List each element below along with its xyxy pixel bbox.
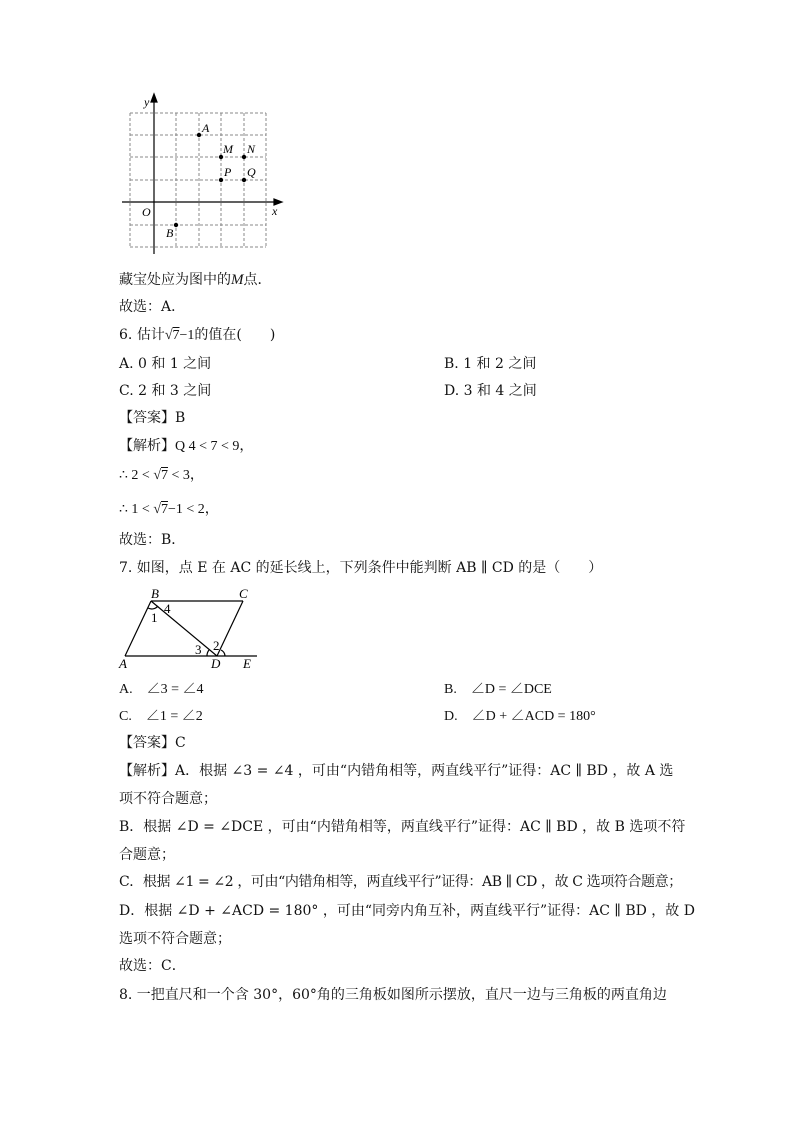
q6-analysis-label: 【解析】 xyxy=(119,438,175,454)
coordinate-grid-figure xyxy=(118,92,288,254)
vertex-c-label: C xyxy=(239,586,248,601)
q6-option-c: C. 2 和 3 之间 xyxy=(119,383,212,399)
q6-analysis-text-1: Q 4 < 7 < 9， xyxy=(175,439,254,454)
vertex-d-label: D xyxy=(211,656,221,670)
q7-analysis-c: C．根据 ∠1 = ∠2 ，可由“内错角相等，两直线平行”证得：AB ∥ CD ，故 C 选项符合题意； xyxy=(119,874,682,890)
q6-radicand: 7 xyxy=(172,328,180,343)
conclusion-line xyxy=(119,270,272,290)
q7-answer: 【答案】C xyxy=(119,735,186,751)
q7-option-a: A. ∠3 = ∠4 xyxy=(119,682,204,697)
q6-option-a: A. 0 和 1 之间 xyxy=(119,356,212,372)
q6-sqrt: √7 xyxy=(164,328,180,343)
q8-stem: 8. 一把直尺和一个含 30°，60°角的三角板如图所示摆放，直尺一边与三角板的两直角边 xyxy=(119,987,667,1003)
q6-option-b: B. 1 和 2 之间 xyxy=(444,356,537,372)
q6-answer: 【答案】B xyxy=(119,410,186,426)
q7-choose: 故选：C． xyxy=(119,958,186,974)
q6-analysis-3-radicand: 7 xyxy=(161,502,168,517)
q7-stem: 7. 如图，点 E 在 AC 的延长线上，下列条件中能判断 AB ∥ CD 的是（ ） xyxy=(119,560,603,576)
q7-analysis-b2: 合题意； xyxy=(119,847,175,863)
angle-4-label: 4 xyxy=(164,601,171,616)
q7-analysis-a: 【解析】A．根据 ∠3 = ∠4 ，可由“内错角相等，两直线平行”证得：AC ∥ BD ，故 A 选 xyxy=(119,763,674,779)
x-axis-label: x xyxy=(272,204,278,218)
q6-stem xyxy=(119,325,275,346)
q6-analysis-3-pre: ∴ 1 < xyxy=(119,502,150,517)
q6-stem-post: 的值在( ) xyxy=(194,327,276,343)
vertex-e-label: E xyxy=(243,656,251,670)
q7-analysis-a2: 项不符合题意； xyxy=(119,791,217,807)
conclusion-var: M xyxy=(231,272,244,288)
angle-3-label: 3 xyxy=(195,642,202,657)
q6-analysis-1 xyxy=(119,436,253,457)
q6-stem-pre: 估计 xyxy=(136,327,165,343)
origin-label: O xyxy=(142,205,151,219)
point-a-label: A xyxy=(202,121,210,135)
point-q xyxy=(242,178,246,182)
angle-1-label: 1 xyxy=(151,610,158,625)
point-p-label: P xyxy=(224,165,232,179)
q7-option-b: B. ∠D = ∠DCE xyxy=(444,682,552,697)
point-b xyxy=(174,223,178,227)
vertex-b-label: B xyxy=(151,586,159,601)
parallelogram-figure xyxy=(117,584,267,670)
y-axis-label: y xyxy=(144,95,150,109)
q7-analysis-b: B．根据 ∠D = ∠DCE ，可由“内错角相等，两直线平行”证得：AC ∥ BD ，故 B 选项不符 xyxy=(119,819,686,835)
vertex-a-label: A xyxy=(119,656,127,670)
q7-option-d: D. ∠D + ∠ACD = 180° xyxy=(444,709,596,724)
point-a xyxy=(197,133,201,137)
q6-option-d: D. 3 和 4 之间 xyxy=(444,383,537,399)
q6-analysis-2: ∴ 2 < √7 < 3， xyxy=(119,468,204,483)
point-p xyxy=(219,178,223,182)
conclusion-post: 点． xyxy=(243,272,272,288)
choose-line-1: 故选：A． xyxy=(119,299,186,315)
q6-analysis-2-radicand: 7 xyxy=(161,468,168,483)
point-n-label: N xyxy=(247,142,256,156)
q7-analysis-d: D．根据 ∠D + ∠ACD = 180° ，可由“同旁内角互补，两直线平行”证得：AC ∥ BD ，故 D xyxy=(119,903,695,919)
point-n xyxy=(242,155,246,159)
point-q-label: Q xyxy=(247,165,256,179)
q6-analysis-2-pre: ∴ 2 < xyxy=(119,468,150,483)
conclusion-pre: 藏宝处应为图中的 xyxy=(119,272,231,288)
q7-analysis-d2: 选项不符合题意； xyxy=(119,931,231,947)
q6-choose: 故选：B． xyxy=(119,532,186,548)
q6-analysis-2-post: < 3， xyxy=(171,468,204,483)
q6-minus-one: −1 xyxy=(179,328,195,343)
q6-analysis-3-post: −1 < 2， xyxy=(168,502,219,517)
q7-option-c: C. ∠1 = ∠2 xyxy=(119,709,203,724)
q6-number: 6. xyxy=(119,327,133,343)
q6-analysis-3: ∴ 1 < √7−1 < 2， xyxy=(119,502,219,517)
point-b-label: B xyxy=(166,226,174,240)
point-m-label: M xyxy=(223,142,233,156)
angle-2-label: 2 xyxy=(213,638,220,653)
